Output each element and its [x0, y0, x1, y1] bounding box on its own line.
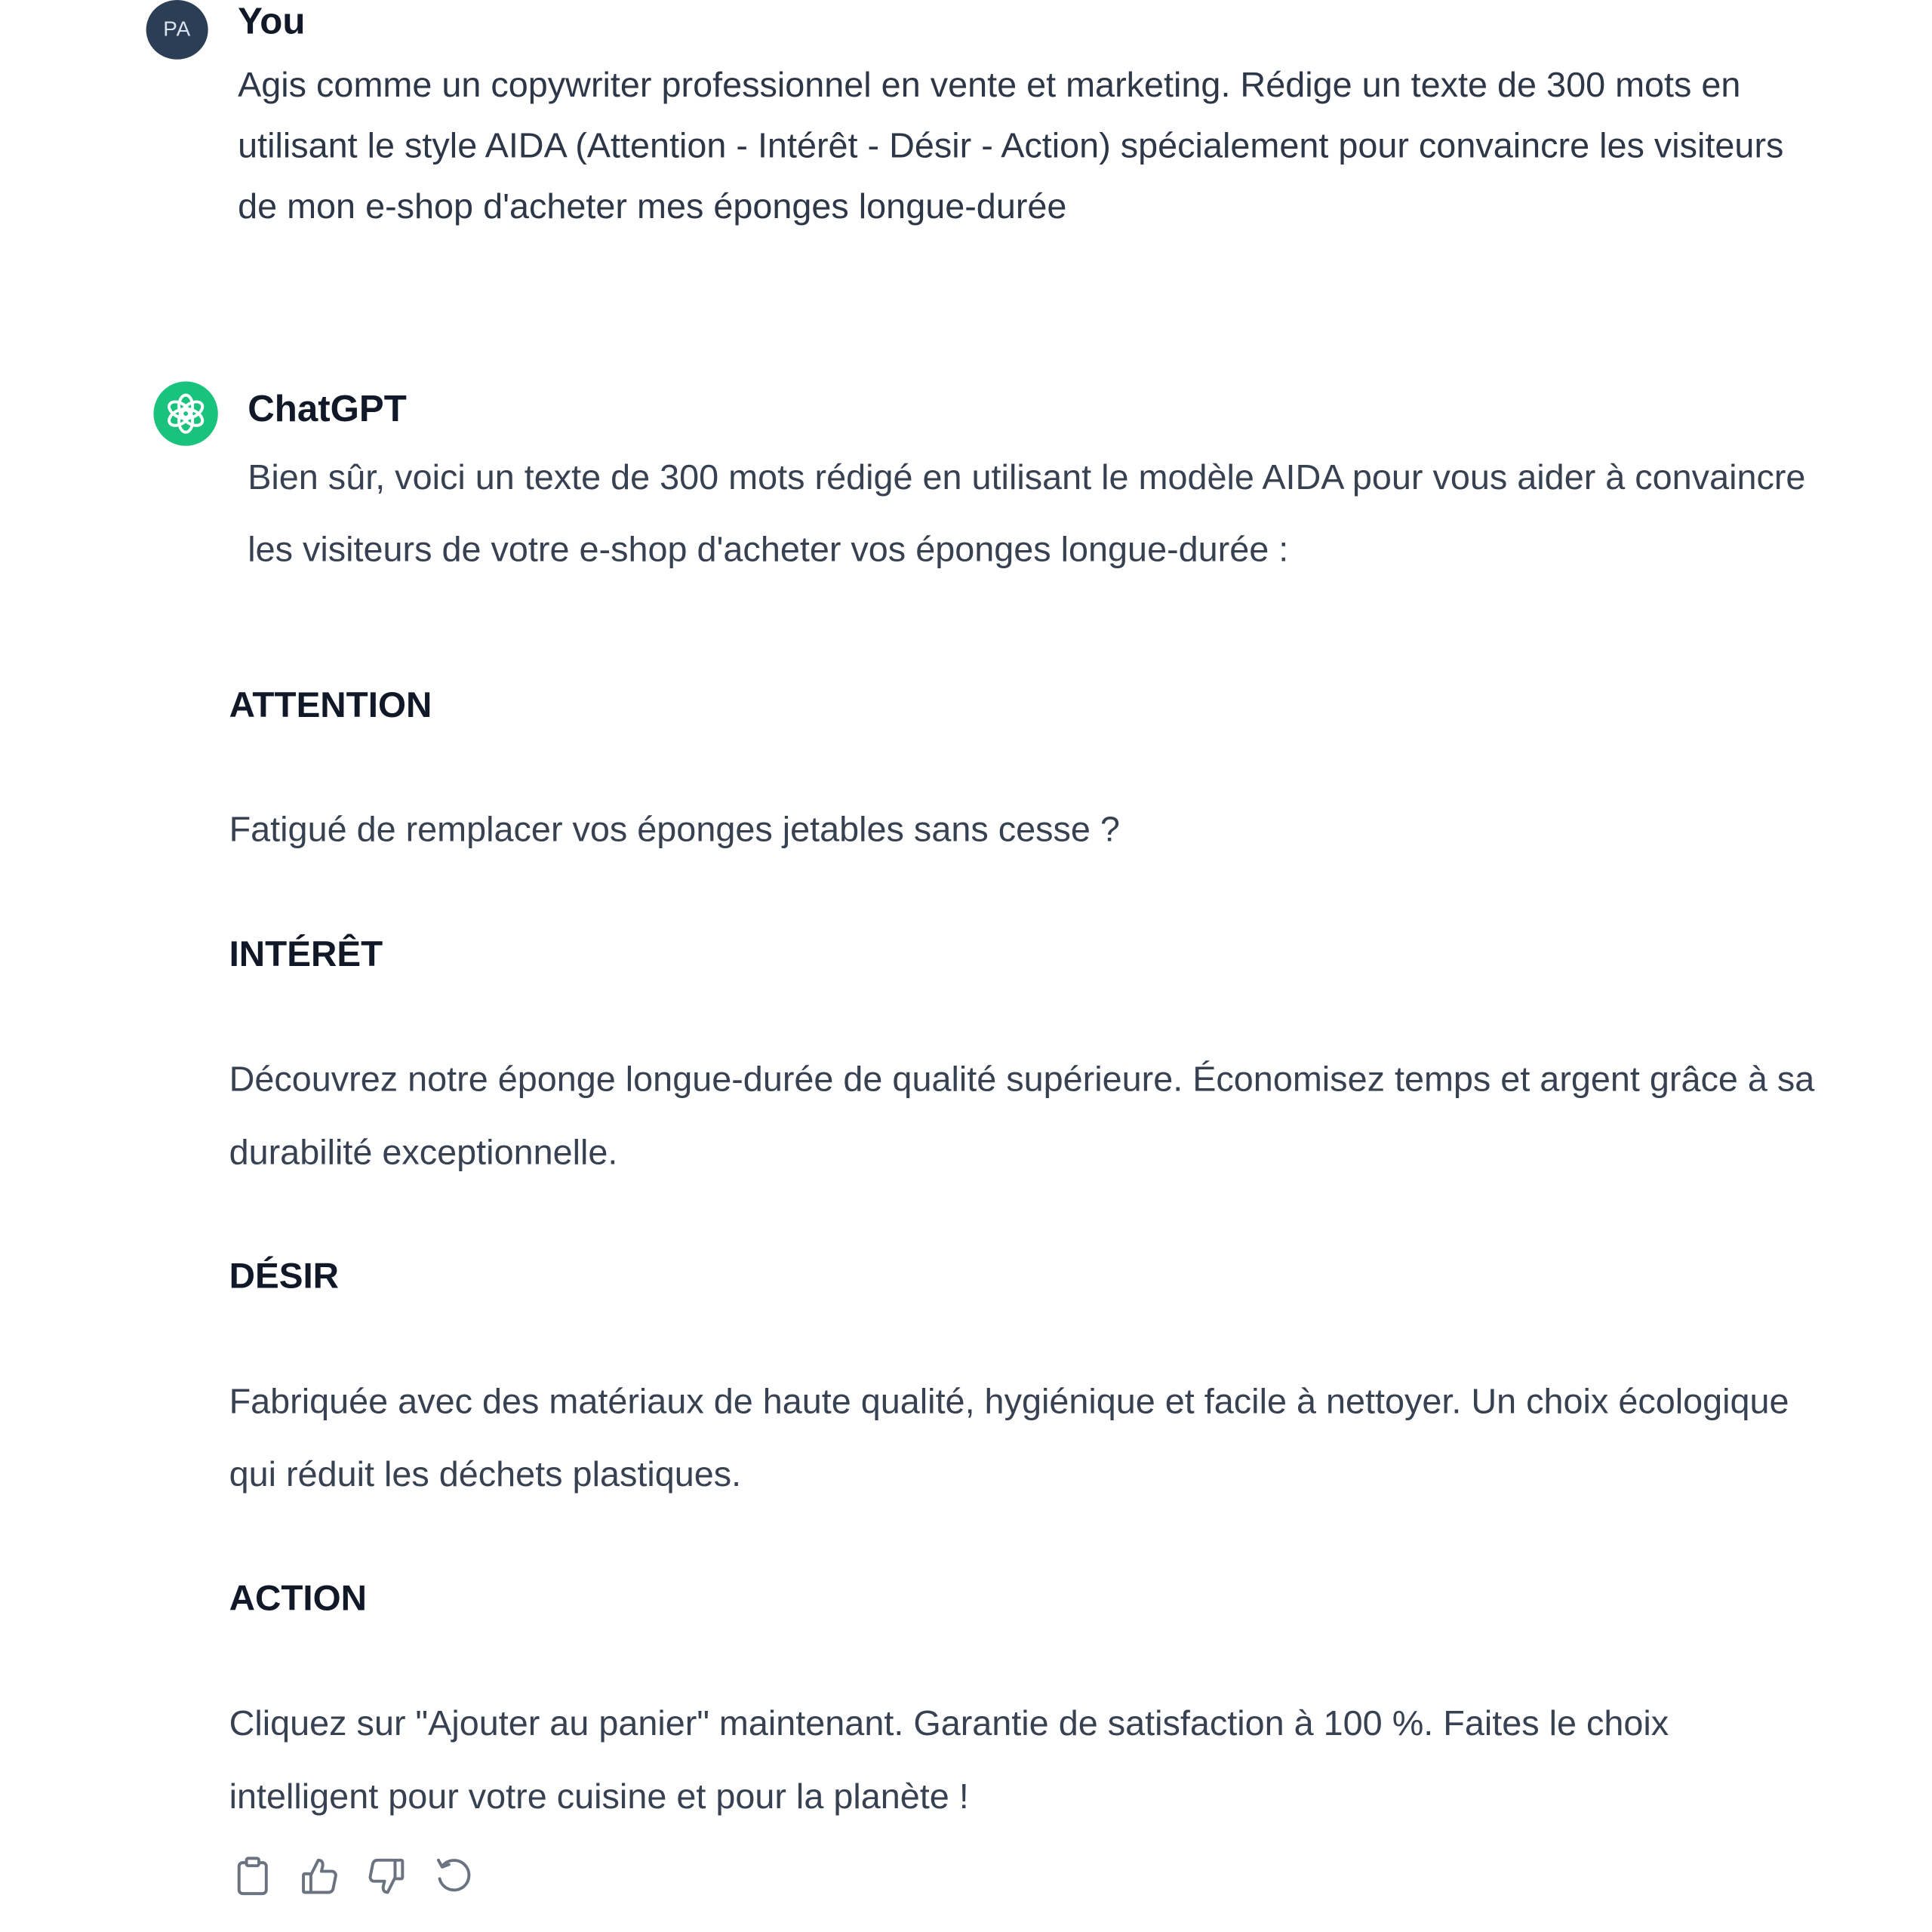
thumbs-down-icon: [367, 1855, 407, 1897]
assistant-intro-text: Bien sûr, voici un texte de 300 mots rédigé en utilisant le modèle AIDA pour vous aider à convaincre les visiteurs de votre e-shop d'acheter vos éponges longue-durée :: [248, 458, 1806, 570]
section-text-desir: Fabriquée avec des matériaux de haute qualité, hygiénique et facile à nettoyer. Un choix écologique qui réduit les déchets plastiques.: [229, 1382, 1789, 1495]
thumbs-down-button[interactable]: [364, 1853, 408, 1900]
section-text-action: Cliquez sur "Ajouter au panier" maintenant. Garantie de satisfaction à 100 %. Faites le choix intelligent pour votre cuisine et pour la planète !: [229, 1704, 1669, 1817]
copy-icon: [234, 1855, 271, 1897]
user-initials: PA: [163, 17, 192, 42]
message-actions: [230, 1853, 475, 1900]
copy-button[interactable]: [230, 1853, 275, 1900]
thumbs-up-button[interactable]: [297, 1853, 342, 1900]
user-message-text: Agis comme un copywriter professionnel en vente et marketing. Rédige un texte de 300 mots en utilisant le style AIDA (Attention - Intérêt - Désir - Action) spécialement pour convaincre les visiteurs de mon e-shop d'acheter mes éponges longue-durée: [238, 65, 1784, 227]
openai-knot-icon: [165, 392, 207, 435]
section-heading-attention: ATTENTION: [229, 686, 432, 726]
section-heading-interet: INTÉRÊT: [229, 934, 383, 975]
chatgpt-logo-icon: [153, 381, 217, 445]
section-text-interet: Découvrez notre éponge longue-durée de qualité supérieure. Économisez temps et argent grâce à sa durabilité exceptionnelle.: [229, 1060, 1815, 1174]
user-author-name: You: [238, 1, 306, 42]
thumbs-up-icon: [300, 1855, 340, 1897]
regenerate-button[interactable]: [431, 1853, 475, 1900]
section-heading-desir: DÉSIR: [229, 1257, 340, 1297]
regenerate-icon: [433, 1855, 473, 1897]
section-heading-action: ACTION: [229, 1579, 368, 1619]
section-text-attention: Fatigué de remplacer vos éponges jetables sans cesse ?: [229, 810, 1120, 850]
assistant-author-name: ChatGPT: [248, 389, 407, 430]
user-avatar: [146, 0, 208, 60]
